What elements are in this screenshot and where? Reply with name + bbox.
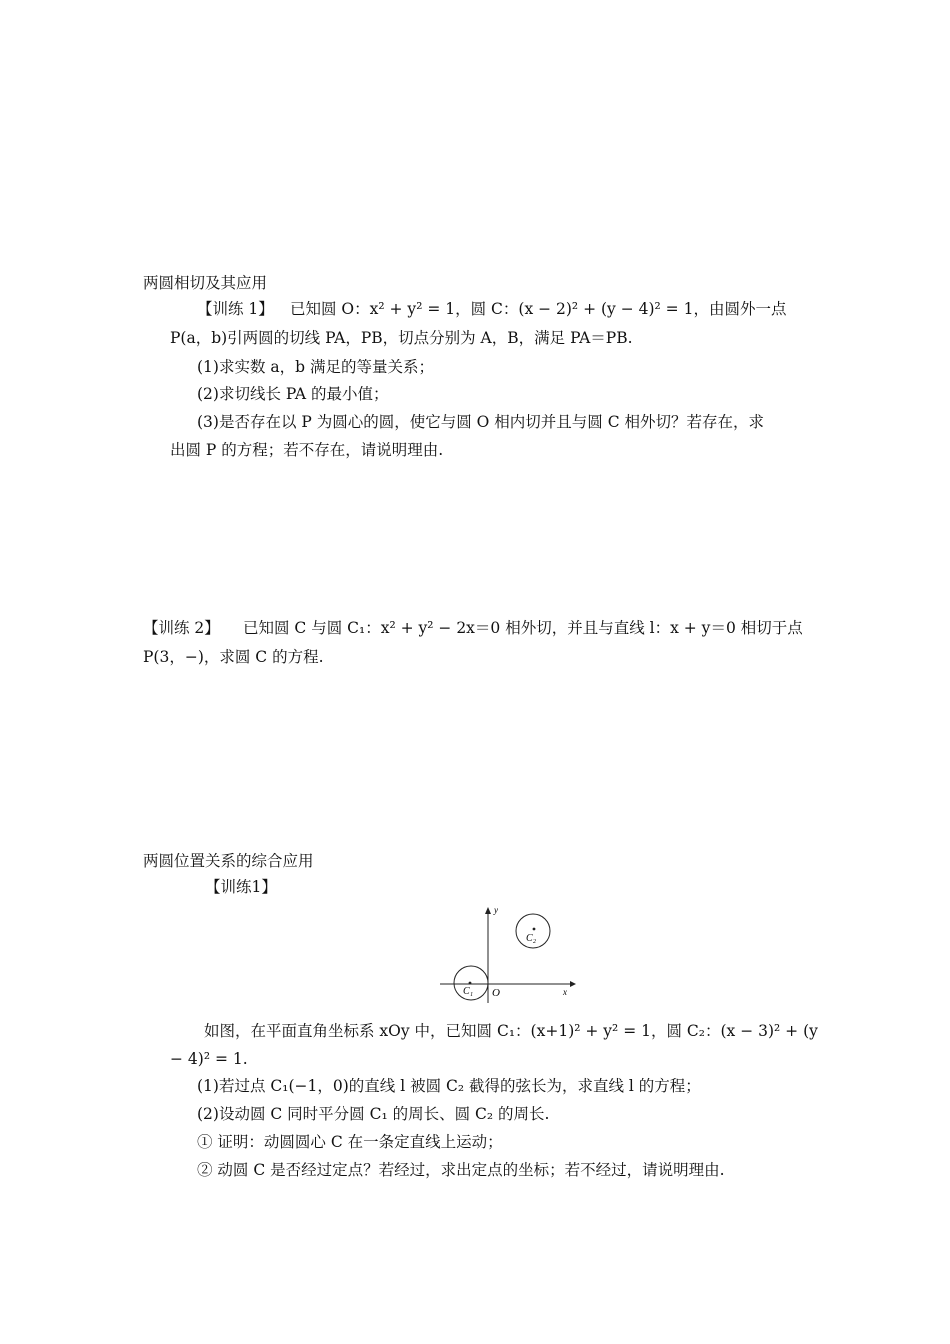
problem-text: P(3，−)，求圆 C 的方程.	[143, 648, 324, 666]
question-2a: ① 证明：动圆圆心 C 在一条定直线上运动；	[197, 1133, 503, 1151]
y-axis-label: y	[494, 905, 498, 915]
question-1: (1)求实数 a，b 满足的等量关系；	[197, 358, 434, 376]
center-c2	[533, 928, 536, 931]
question-3: (3)是否存在以 P 为圆心的圆，使它与圆 O 相内切并且与圆 C 相外切？若存在，求	[197, 413, 765, 431]
exercise-tag: 【训练1】	[205, 878, 277, 896]
x-axis-label: x	[563, 987, 567, 997]
problem-text: P(a，b)引两圆的切线 PA，PB，切点分别为 A，B，满足 PA＝PB.	[170, 329, 633, 347]
question-2: (2)求切线长 PA 的最小值；	[197, 385, 389, 403]
x-arrow	[570, 981, 576, 987]
exercise-tag: 【训练 2】	[143, 619, 220, 637]
problem-text: − 4)² = 1.	[170, 1050, 248, 1068]
origin-label: O	[492, 987, 500, 999]
problem-text: 已知圆 C 与圆 C₁：x² + y² − 2x＝0 相外切，并且与直线 l：x + y＝0 相切于点	[243, 619, 803, 637]
question-3-cont: 出圆 P 的方程；若不存在，请说明理由.	[170, 441, 444, 459]
coordinate-figure	[438, 905, 578, 1005]
c1-label: C₁	[463, 986, 474, 997]
question-1: (1)若过点 C₁(−1，0)的直线 l 被圆 C₂ 截得的弦长为，求直线 l 的方程；	[197, 1077, 701, 1095]
section-title-position: 两圆位置关系的综合应用	[143, 852, 314, 870]
c2-label: C₂	[526, 933, 537, 944]
y-arrow	[485, 907, 491, 914]
exercise-tag: 【训练 1】	[197, 300, 274, 318]
center-c1	[469, 982, 472, 985]
section-title-tangent: 两圆相切及其应用	[143, 274, 268, 292]
problem-text: 已知圆 O：x² + y² = 1，圆 C：(x − 2)² + (y − 4)² = 1，由圆外一点	[290, 300, 787, 318]
question-2b: ② 动圆 C 是否经过定点？若经过，求出定点的坐标；若不经过，请说明理由.	[197, 1161, 725, 1179]
problem-text: 如图，在平面直角坐标系 xOy 中，已知圆 C₁：(x+1)² + y² = 1，圆 C₂：(x − 3)² + (y	[204, 1022, 818, 1040]
question-2: (2)设动圆 C 同时平分圆 C₁ 的周长、圆 C₂ 的周长.	[197, 1105, 550, 1123]
